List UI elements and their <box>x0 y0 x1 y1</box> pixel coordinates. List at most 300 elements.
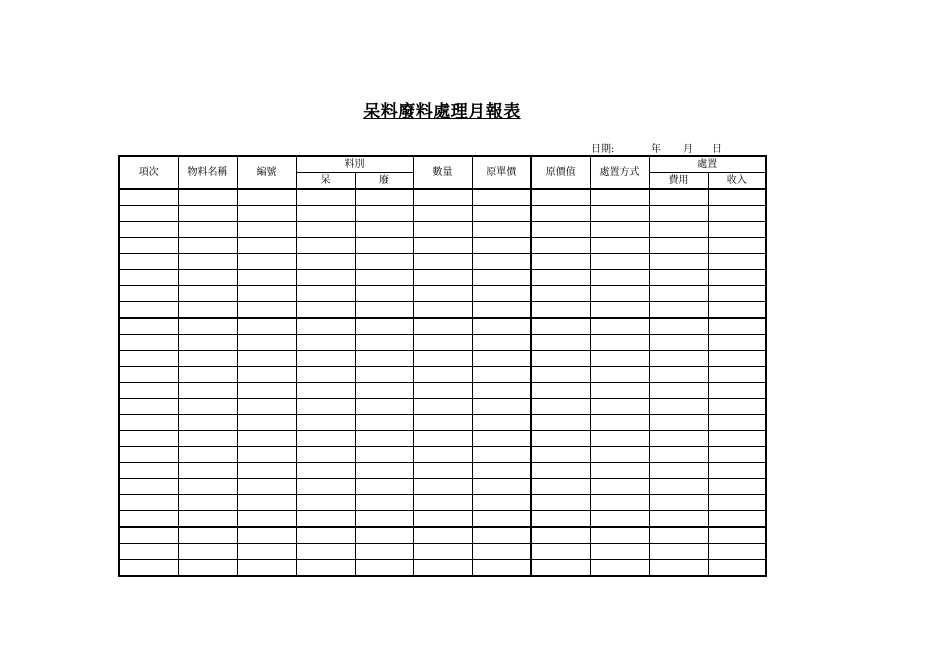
table-cell <box>649 560 708 577</box>
table-cell <box>472 318 531 335</box>
table-cell <box>649 318 708 335</box>
table-cell <box>708 479 766 495</box>
table-row <box>119 222 766 238</box>
table-cell <box>178 318 237 335</box>
table-cell <box>119 222 178 238</box>
table-cell <box>413 495 472 511</box>
table-cell <box>355 463 413 479</box>
table-cell <box>296 189 355 206</box>
table-cell <box>237 302 296 319</box>
table-row <box>119 367 766 383</box>
table-cell <box>119 479 178 495</box>
table-cell <box>649 367 708 383</box>
table-cell <box>237 431 296 447</box>
table-cell <box>237 383 296 399</box>
table-cell <box>296 431 355 447</box>
table-cell <box>472 206 531 222</box>
table-cell <box>355 206 413 222</box>
table-cell <box>472 189 531 206</box>
table-cell <box>178 527 237 544</box>
table-cell <box>296 399 355 415</box>
table-cell <box>472 351 531 367</box>
table-cell <box>413 189 472 206</box>
table-cell <box>590 399 649 415</box>
table-cell <box>237 560 296 577</box>
table-cell <box>178 206 237 222</box>
table-cell <box>413 527 472 544</box>
table-cell <box>590 447 649 463</box>
table-cell <box>355 367 413 383</box>
table-cell <box>413 206 472 222</box>
table-cell <box>237 415 296 431</box>
table-cell <box>119 495 178 511</box>
table-cell <box>708 238 766 254</box>
table-cell <box>413 302 472 319</box>
table-cell <box>178 560 237 577</box>
table-cell <box>178 463 237 479</box>
table-cell <box>178 495 237 511</box>
table-cell <box>178 399 237 415</box>
header-category-waste: 廢 <box>355 173 413 190</box>
table-cell <box>178 351 237 367</box>
table-cell <box>355 238 413 254</box>
table-cell <box>178 302 237 319</box>
table-cell <box>119 189 178 206</box>
table-cell <box>649 286 708 302</box>
table-cell <box>649 447 708 463</box>
table-cell <box>531 318 590 335</box>
table-cell <box>296 383 355 399</box>
date-day-label: 日 <box>712 144 722 155</box>
date-year-label: 年 <box>651 144 661 155</box>
table-cell <box>237 206 296 222</box>
table-row <box>119 560 766 577</box>
table-row <box>119 431 766 447</box>
table-cell <box>649 479 708 495</box>
table-row <box>119 447 766 463</box>
table-cell <box>296 447 355 463</box>
table-cell <box>531 222 590 238</box>
table-cell <box>355 189 413 206</box>
table-cell <box>708 399 766 415</box>
table-cell <box>590 560 649 577</box>
table-cell <box>119 351 178 367</box>
table-cell <box>649 463 708 479</box>
table-cell <box>590 495 649 511</box>
table-cell <box>649 206 708 222</box>
table-cell <box>708 511 766 528</box>
table-cell <box>296 527 355 544</box>
table-cell <box>531 351 590 367</box>
table-row <box>119 270 766 286</box>
table-cell <box>590 238 649 254</box>
table-cell <box>355 511 413 528</box>
table-cell <box>119 399 178 415</box>
table-cell <box>296 351 355 367</box>
table-cell <box>237 222 296 238</box>
table-cell <box>590 511 649 528</box>
table-cell <box>119 286 178 302</box>
table-cell <box>531 399 590 415</box>
table-cell <box>531 383 590 399</box>
table-cell <box>413 415 472 431</box>
table-cell <box>708 544 766 560</box>
table-cell <box>649 254 708 270</box>
table-cell <box>413 254 472 270</box>
table-cell <box>296 511 355 528</box>
table-cell <box>296 367 355 383</box>
table-cell <box>472 270 531 286</box>
table-cell <box>472 527 531 544</box>
table-cell <box>237 335 296 351</box>
table-cell <box>119 463 178 479</box>
header-original-value: 原價值 <box>531 156 590 189</box>
table-cell <box>355 479 413 495</box>
table-cell <box>296 463 355 479</box>
table-cell <box>531 527 590 544</box>
table-cell <box>355 544 413 560</box>
table-cell <box>237 479 296 495</box>
table-row <box>119 463 766 479</box>
table-cell <box>355 254 413 270</box>
table-cell <box>237 286 296 302</box>
table-cell <box>296 318 355 335</box>
table-cell <box>531 254 590 270</box>
table-cell <box>237 254 296 270</box>
table-row <box>119 495 766 511</box>
table-cell <box>413 479 472 495</box>
table-cell <box>472 367 531 383</box>
table-cell <box>237 351 296 367</box>
table-cell <box>649 415 708 431</box>
table-cell <box>649 431 708 447</box>
table-cell <box>119 511 178 528</box>
date-month-label: 月 <box>683 144 693 155</box>
table-cell <box>413 399 472 415</box>
table-cell <box>649 302 708 319</box>
table-cell <box>413 351 472 367</box>
table-cell <box>472 335 531 351</box>
header-category-dull: 呆 <box>296 173 355 190</box>
table-cell <box>296 544 355 560</box>
table-cell <box>355 527 413 544</box>
table-cell <box>119 527 178 544</box>
table-cell <box>178 335 237 351</box>
table-cell <box>531 302 590 319</box>
table-cell <box>649 527 708 544</box>
table-cell <box>119 447 178 463</box>
table-cell <box>119 335 178 351</box>
table-cell <box>531 238 590 254</box>
table-cell <box>178 431 237 447</box>
table-cell <box>531 286 590 302</box>
table-cell <box>296 222 355 238</box>
table-cell <box>355 318 413 335</box>
report-title: 呆料廢料處理月報表 <box>363 102 521 122</box>
table-cell <box>531 431 590 447</box>
table-cell <box>708 527 766 544</box>
table-cell <box>590 206 649 222</box>
table-cell <box>472 447 531 463</box>
table-cell <box>649 511 708 528</box>
table-cell <box>237 238 296 254</box>
table-cell <box>708 318 766 335</box>
table-cell <box>178 286 237 302</box>
table-cell <box>649 270 708 286</box>
table-cell <box>708 286 766 302</box>
table-cell <box>119 270 178 286</box>
table-cell <box>590 431 649 447</box>
table-cell <box>296 415 355 431</box>
report-table <box>118 155 767 577</box>
table-cell <box>590 222 649 238</box>
table-cell <box>590 335 649 351</box>
table-cell <box>649 399 708 415</box>
table-row <box>119 383 766 399</box>
table-cell <box>355 302 413 319</box>
table-cell <box>649 222 708 238</box>
table-cell <box>355 431 413 447</box>
table-cell <box>708 447 766 463</box>
header-item-no: 項次 <box>119 156 178 189</box>
header-disposal: 處置 <box>649 156 766 173</box>
table-cell <box>237 367 296 383</box>
table-row <box>119 479 766 495</box>
table-cell <box>355 383 413 399</box>
table-row <box>119 351 766 367</box>
table-cell <box>178 415 237 431</box>
table-cell <box>355 560 413 577</box>
table-cell <box>590 463 649 479</box>
header-category: 料別 <box>296 156 413 173</box>
table-cell <box>178 479 237 495</box>
table-row <box>119 302 766 319</box>
table-cell <box>531 463 590 479</box>
table-cell <box>590 415 649 431</box>
table-cell <box>119 206 178 222</box>
table-cell <box>178 238 237 254</box>
table-cell <box>119 367 178 383</box>
table-cell <box>178 189 237 206</box>
table-cell <box>355 335 413 351</box>
table-cell <box>178 367 237 383</box>
table-cell <box>472 286 531 302</box>
table-cell <box>708 222 766 238</box>
table-row <box>119 254 766 270</box>
table-cell <box>531 511 590 528</box>
table-cell <box>355 495 413 511</box>
table-cell <box>472 431 531 447</box>
table-row <box>119 189 766 206</box>
table-cell <box>413 431 472 447</box>
table-cell <box>355 399 413 415</box>
table-cell <box>237 495 296 511</box>
table-cell <box>649 238 708 254</box>
table-cell <box>649 383 708 399</box>
table-cell <box>413 544 472 560</box>
table-cell <box>590 189 649 206</box>
table-row <box>119 544 766 560</box>
table-cell <box>531 189 590 206</box>
table-cell <box>472 544 531 560</box>
table-row <box>119 286 766 302</box>
table-row <box>119 206 766 222</box>
table-cell <box>590 527 649 544</box>
header-material-name: 物料名稱 <box>178 156 237 189</box>
table-cell <box>119 415 178 431</box>
table-cell <box>119 302 178 319</box>
table-cell <box>413 335 472 351</box>
table-cell <box>708 415 766 431</box>
header-original-unit-price: 原單價 <box>472 156 531 189</box>
table-cell <box>296 479 355 495</box>
table-cell <box>296 254 355 270</box>
table-cell <box>708 189 766 206</box>
table-cell <box>590 351 649 367</box>
table-cell <box>413 238 472 254</box>
table-cell <box>413 447 472 463</box>
table-cell <box>590 286 649 302</box>
date-label: 日期: <box>591 144 615 155</box>
table-cell <box>531 367 590 383</box>
table-cell <box>296 335 355 351</box>
table-cell <box>472 560 531 577</box>
table-cell <box>119 254 178 270</box>
table-cell <box>590 479 649 495</box>
table-cell <box>649 544 708 560</box>
table-cell <box>590 544 649 560</box>
table-cell <box>178 270 237 286</box>
table-cell <box>237 318 296 335</box>
table-cell <box>355 222 413 238</box>
header-disposal-method: 處置方式 <box>590 156 649 189</box>
table-cell <box>119 431 178 447</box>
table-cell <box>296 560 355 577</box>
table-cell <box>296 270 355 286</box>
table-row <box>119 511 766 528</box>
table-cell <box>296 238 355 254</box>
table-cell <box>708 335 766 351</box>
table-row <box>119 415 766 431</box>
table-cell <box>237 527 296 544</box>
table-row <box>119 527 766 544</box>
table-row <box>119 238 766 254</box>
table-cell <box>708 560 766 577</box>
table-cell <box>472 383 531 399</box>
table-cell <box>237 270 296 286</box>
table-cell <box>649 335 708 351</box>
table-cell <box>237 447 296 463</box>
table-cell <box>178 383 237 399</box>
table-cell <box>649 189 708 206</box>
table-cell <box>708 206 766 222</box>
table-cell <box>472 222 531 238</box>
table-cell <box>590 254 649 270</box>
table-cell <box>119 560 178 577</box>
table-cell <box>296 286 355 302</box>
table-cell <box>413 270 472 286</box>
table-cell <box>531 560 590 577</box>
table-cell <box>296 495 355 511</box>
table-cell <box>296 302 355 319</box>
table-cell <box>296 206 355 222</box>
table-cell <box>178 544 237 560</box>
table-row <box>119 335 766 351</box>
table-cell <box>237 399 296 415</box>
table-cell <box>472 463 531 479</box>
table-cell <box>119 544 178 560</box>
table-cell <box>472 238 531 254</box>
table-cell <box>355 351 413 367</box>
table-cell <box>531 206 590 222</box>
table-cell <box>413 560 472 577</box>
table-cell <box>472 415 531 431</box>
table-cell <box>413 511 472 528</box>
table-cell <box>531 415 590 431</box>
table-cell <box>355 447 413 463</box>
table-cell <box>472 399 531 415</box>
table-cell <box>237 189 296 206</box>
table-cell <box>472 495 531 511</box>
table-cell <box>355 286 413 302</box>
table-cell <box>531 479 590 495</box>
table-cell <box>472 479 531 495</box>
table-cell <box>237 511 296 528</box>
table-cell <box>708 383 766 399</box>
table-cell <box>119 318 178 335</box>
table-cell <box>178 222 237 238</box>
table-cell <box>178 254 237 270</box>
table-cell <box>708 254 766 270</box>
table-cell <box>472 254 531 270</box>
table-cell <box>355 270 413 286</box>
table-cell <box>649 351 708 367</box>
table-cell <box>708 463 766 479</box>
table-cell <box>708 302 766 319</box>
table-cell <box>413 463 472 479</box>
header-disposal-income: 收入 <box>708 173 766 190</box>
table-cell <box>178 511 237 528</box>
header-quantity: 數量 <box>413 156 472 189</box>
table-cell <box>708 367 766 383</box>
table-cell <box>119 383 178 399</box>
table-cell <box>531 447 590 463</box>
table-cell <box>531 544 590 560</box>
table-cell <box>413 318 472 335</box>
table-cell <box>708 495 766 511</box>
table-cell <box>590 270 649 286</box>
header-disposal-cost: 費用 <box>649 173 708 190</box>
table-cell <box>472 511 531 528</box>
table-cell <box>708 351 766 367</box>
header-code: 編號 <box>237 156 296 189</box>
table-cell <box>590 302 649 319</box>
table-cell <box>413 222 472 238</box>
table-row <box>119 399 766 415</box>
table-cell <box>531 335 590 351</box>
table-cell <box>708 270 766 286</box>
table-cell <box>472 302 531 319</box>
table-cell <box>119 238 178 254</box>
table-cell <box>237 544 296 560</box>
table-cell <box>178 447 237 463</box>
table-cell <box>237 463 296 479</box>
table-cell <box>590 383 649 399</box>
table-cell <box>531 495 590 511</box>
table-cell <box>413 286 472 302</box>
table-cell <box>413 367 472 383</box>
table-row <box>119 318 766 335</box>
